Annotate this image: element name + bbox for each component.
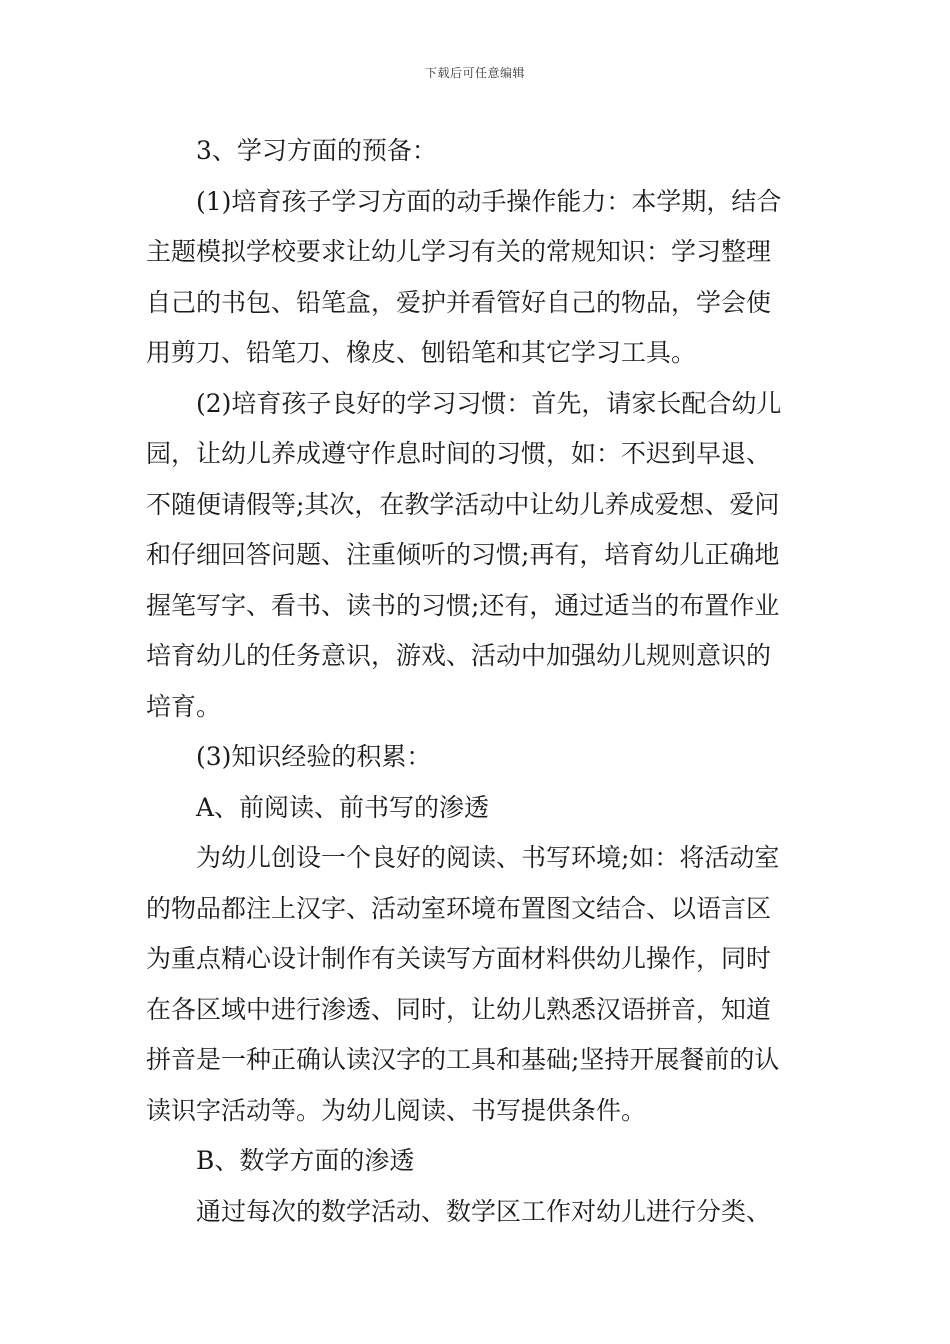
- text-line: 主题模拟学校要求让幼儿学习有关的常规知识：学习整理: [146, 237, 772, 266]
- text-line: 和仔细回答问题、注重倾听的习惯;再有，培育幼儿正确地: [146, 540, 780, 569]
- text-line: 的物品都注上汉字、活动室环境布置图文结合、以语言区: [146, 893, 772, 923]
- page-header: 下载后可任意编辑: [424, 66, 525, 80]
- text-line: (3)知识经验的积累：: [196, 742, 432, 771]
- text-line: 通过每次的数学活动、数学区工作对幼儿进行分类、: [196, 1196, 772, 1226]
- document-body: [146, 126, 810, 1237]
- text-line: 不随便请假等;其次，在教学活动中让幼儿养成爱想、爱问: [146, 489, 780, 519]
- text-line: A、前阅读、前书写的渗透: [196, 792, 490, 822]
- text-line: 读识字活动等。为幼儿阅读、书写提供条件。: [146, 1095, 647, 1125]
- text-line: (2)培育孩子良好的学习习惯：首先，请家长配合幼儿: [196, 388, 782, 418]
- text-line: 为幼儿创设一个良好的阅读、书写环境;如：将活动室: [196, 843, 780, 872]
- text-line: 为重点精心设计制作有关读写方面材料供幼儿操作，同时: [146, 944, 772, 973]
- text-line: 拼音是一种正确认读汉字的工具和基础;坚持开展餐前的认: [146, 1045, 780, 1074]
- text-line: 培育幼儿的任务意识，游戏、活动中加强幼儿规则意识的: [146, 641, 772, 670]
- text-line: (1)培育孩子学习方面的动手操作能力：本学期，结合: [196, 186, 782, 216]
- text-line: 培育。: [146, 691, 222, 721]
- text-line: 园，让幼儿养成遵守作息时间的习惯，如：不迟到早退、: [146, 439, 772, 468]
- text-line: 握笔写字、看书、读书的习惯;还有，通过适当的布置作业: [146, 590, 780, 620]
- text-line: 自己的书包、铅笔盒，爱护并看管好自己的物品，学会使: [146, 287, 772, 317]
- text-line: 在各区域中进行渗透、同时，让幼儿熟悉汉语拼音，知道: [146, 994, 772, 1024]
- text-line: 3、学习方面的预备：: [196, 136, 437, 165]
- text-line: B、数学方面的渗透: [196, 1146, 415, 1175]
- text-line: 用剪刀、铅笔刀、橡皮、刨铅笔和其它学习工具。: [146, 338, 697, 367]
